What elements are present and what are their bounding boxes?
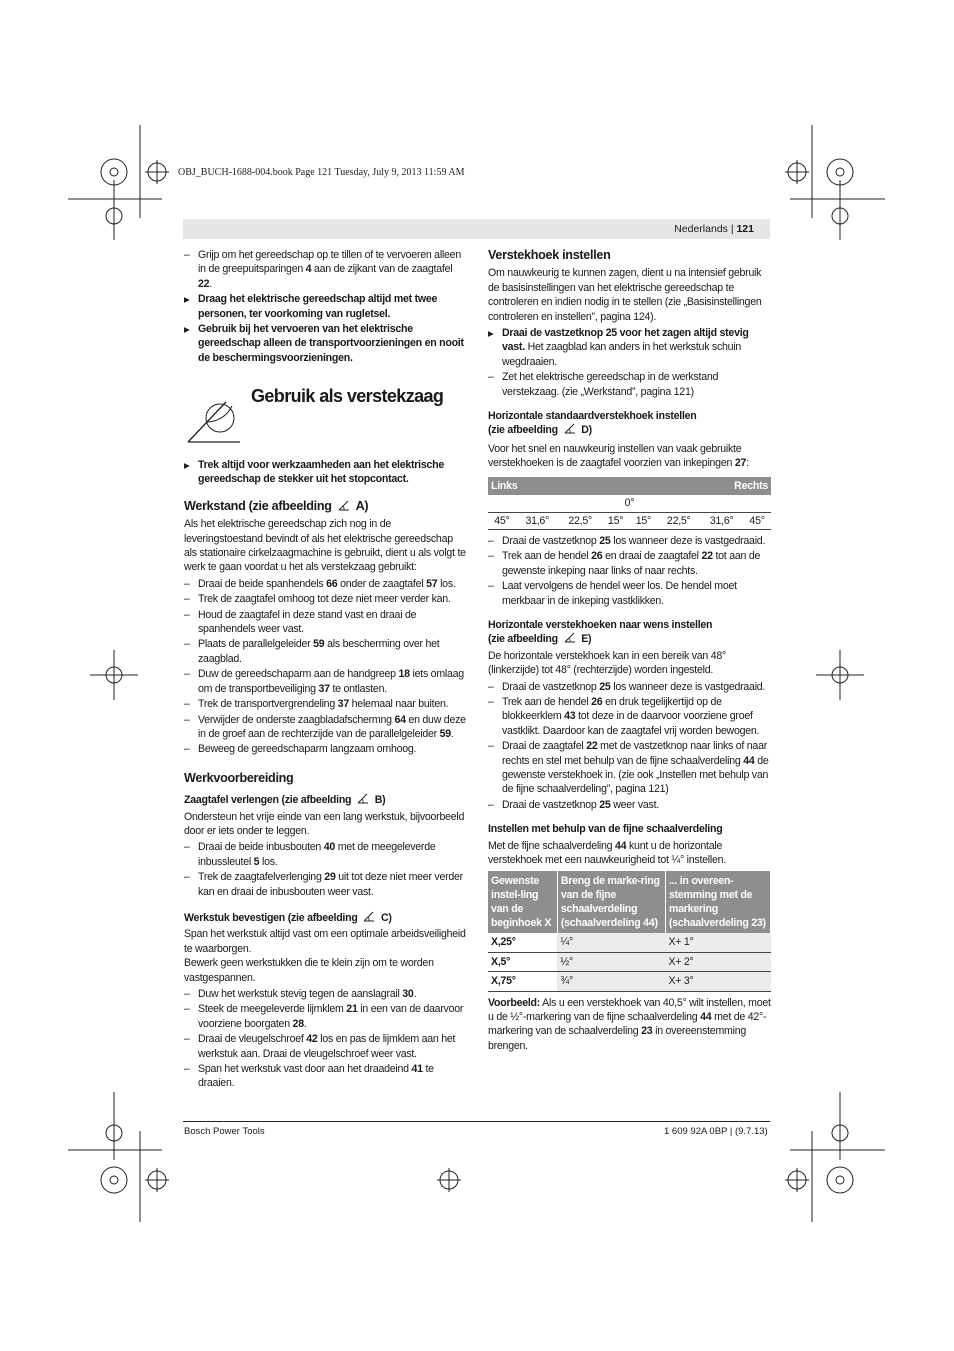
werkstuk-steps [184,987,467,1091]
table-cell: ¼° [557,933,665,952]
fine-scale-table [488,871,771,991]
table-header-left: Links [488,477,629,495]
table-row [488,933,771,952]
table-cell: X,25° [488,933,557,952]
table-header-right: Rechts [629,477,771,495]
voorbeeld-label: Voorbeeld: [488,996,541,1009]
horiz-wens-para: De horizontale verstekhoek kan in een bereik van 48° (linkerzijde) tot 48° (rechterzijde) worden ingesteld. [488,649,726,677]
verstek-para: Om nauwkeurig te kunnen zagen, dient u na intensief gebruik de basisinstellingen van het elektrische gereedschap te controleren en indien nodig in te stellen (zie „Basisinstellingen controleren en instellen”, pagina 124). [488,267,762,323]
list-item: – Trek de zaagtafelverlenging 29 uit tot deze niet meer verder kan en draai de inbusbouten weer vast. [184,870,467,899]
voorbeeld-para [488,996,771,1054]
miter-angle-icon [564,423,576,434]
werkstuk-title-text: Werkstuk bevestigen (zie afbeelding [184,911,358,924]
list-item: – Draai de beide inbusbouten 40 met de meegeleverde inbussleutel 5 los. [184,840,467,869]
miter-angle-icon [357,793,369,804]
table-cell: X+ 1° [665,933,770,952]
table-row [488,512,771,529]
werkstuk-title [184,911,467,925]
list-item: – Span het werkstuk vast door aan het draadeind 41 te draaien. [184,1062,467,1091]
list-item: – Steek de meegeleverde lijmklem 21 in een van de daarvoor voorziene boorgaten 28. [184,1002,467,1031]
voorbeeld-text: Als u een verstekhoek van 40,5° wilt instellen, moet u de ½°-markering van de fijne schaalverdeling 44 met de 42°-markering van de schaalverdeling 23 in overeenstemming brengen. [488,996,771,1052]
table-cell: ½° [557,952,665,971]
horiz-wens-title-ref: E) [581,633,592,646]
list-item: – Draai de zaagtafel 22 met de vastzetknop naar links of naar rechts en stel met behulp van de fijne schaalverdeling 44 de gewenste verstekhoek in. (zie ook „Instellen met behulp van de fijne schaalverdeling”, pagina 121) [488,739,771,797]
column-header: ... in overeen-stemming met de markering (schaalverdeling 23) [665,871,770,933]
right-column [488,248,771,1055]
angle-cell: 31,6° [700,512,743,529]
table-cell: X+ 3° [665,972,770,991]
zaagtafel-title [184,793,467,807]
angle-cell: 45° [743,512,771,529]
list-item: – Beweeg de gereedschaparm langzaam omhoog. [184,742,467,756]
zaagtafel-steps [184,840,467,899]
page-header [183,219,770,239]
horiz-std-title-line1: Horizontale standaardverstekhoek instellen [488,410,697,423]
horiz-std-para: Voor het snel en nauwkeurig instellen van vaak gebruikte verstekhoeken is de zaagtafel voorzien van inkepingen 27: [488,442,749,470]
list-item: – Zet het elektrische gereedschap in de werkstand verstekzaag. (zie „Werkstand”, pagina 121) [488,370,771,399]
list-item: – Trek de zaagtafel omhoog tot deze niet meer verder kan. [184,592,467,606]
table-row [488,952,771,971]
miter-angle-icon [363,911,375,922]
table-cell: ¾° [557,972,665,991]
verstek-steps [488,326,771,399]
werkstand-para: Als het elektrische gereedschap zich nog in de leveringstoestand bevindt of als het elektrische gereedschap als stationaire cirkelzaagmachine is gebruikt, dient u als volgt te werk te gaan voordat u het als verstekzaag gebruikt: [184,518,466,574]
print-info: OBJ_BUCH-1688-004.book Page 121 Tuesday, July 9, 2013 11:59 AM [178,167,465,178]
warning-item: ▶ Draag het elektrische gereedschap altijd met twee personen, ter voorkoming van rugletsel. [184,292,467,321]
werkstand-title-text: Werkstand (zie afbeelding [184,498,332,513]
angle-cell: 15° [629,512,657,529]
werkstuk-para-2: Bewerk geen werkstukken die te klein zijn om te worden vastgespannen. [184,957,434,984]
miter-saw-icon [184,386,244,446]
warning-item: ▶ Gebruik bij het vervoeren van het elektrische gereedschap alleen de transportvoorzieningen en nooit de beschermingsvoorzieningen. [184,322,467,365]
list-item: – Houd de zaagtafel in deze stand vast en draai de spanhendels weer vast. [184,608,467,637]
werkstand-title-ref: A) [355,498,369,513]
table-row [488,495,771,512]
column-header: Breng de marke-ring van de fijne schaalverdeling (schaalverdeling 44) [557,871,665,933]
left-column [184,248,467,366]
intro-list [184,248,467,365]
horiz-wens-title [488,618,771,647]
horiz-wens-title-line1: Horizontale verstekhoeken naar wens instellen [488,618,713,631]
list-item: – Trek de transportvergrendeling 37 helemaal naar buiten. [184,697,467,711]
table-header-row [488,871,771,933]
header-language: Nederlands [674,223,728,235]
angle-cell: 22,5° [657,512,700,529]
list-item: – Duw de gereedschaparm aan de handgreep 18 iets omlaag om de transportbeveiliging 37 te ontlasten. [184,667,467,696]
list-item: – Verwijder de onderste zaagbladafschermng 64 en duw deze in de groef aan de rechterzijde van de parallelgeleider 59. [184,713,467,742]
fijn-para: Met de fijne schaalverdeling 44 kunt u de horizontale verstekhoek met een nauwkeurigheid tot ¼° instellen. [488,839,726,867]
angle-cell: 22,5° [559,512,602,529]
miter-angle-icon [564,632,576,643]
horiz-std-steps [488,534,771,608]
werkstand-title [184,499,467,513]
angle-cell: 45° [488,512,516,529]
list-item: – Trek aan de hendel 26 en draai de zaagtafel 22 tot aan de gewenste inkeping naar links of naar rechts. [488,549,771,578]
horiz-wens-title-text: (zie afbeelding [488,633,558,646]
table-cell: X,5° [488,952,557,971]
angle-cell: 31,6° [516,512,559,529]
section-title: Gebruik als verstekzaag [251,386,444,406]
angle-cell: 15° [602,512,630,529]
table-cell: X+ 2° [665,952,770,971]
list-item: – Draai de vleugelschroef 42 los en pas de lijmklem aan het werkstuk aan. Draai de vleugelschroef weer vast. [184,1032,467,1061]
list-item: – Draai de vastzetknop 25 weer vast. [488,798,771,812]
zaagtafel-title-ref: B) [374,794,386,807]
warning-note: ▶ Trek altijd voor werkzaamheden aan het elektrische gereedschap de stekker uit het stopcontact. [184,458,467,487]
zaagtafel-title-text: Zaagtafel verlengen (zie afbeelding [184,794,352,807]
column-header: Gewenste instel-ling van de beginhoek X [488,871,557,933]
left-column-main [184,458,467,1092]
table-row [488,972,771,991]
zaagtafel-para: Ondersteun het vrije einde van een lang werkstuk, bijvoorbeeld door er iets onder te leggen. [184,810,465,837]
list-item: – Draai de vastzetknop 25 los wanneer deze is vastgedraaid. [488,680,771,694]
horiz-std-title [488,409,771,438]
standard-angles-table [488,477,771,530]
list-item: – Grijp om het gereedschap op te tillen of te vervoeren alleen in de greepuitsparingen 4 aan de zijkant van de zaagtafel 22. [184,248,467,291]
list-item: – Duw het werkstuk stevig tegen de aanslagrail 30. [184,987,467,1001]
list-item: – Plaats de parallelgeleider 59 als bescherming over het zaagblad. [184,637,467,666]
werkstand-steps [184,577,467,757]
werkvoorbereiding-title: Werkvoorbereiding [184,770,294,785]
horiz-std-title-text: (zie afbeelding [488,424,558,437]
page-number: 121 [736,223,754,235]
horiz-std-title-ref: D) [581,424,592,437]
werkstuk-para-1: Span het werkstuk altijd vast om een optimale arbeidsveiligheid te waarborgen. [184,928,466,955]
list-item: – Draai de beide spanhendels 66 onder de zaagtafel 57 los. [184,577,467,591]
center-angle: 0° [488,495,771,512]
list-item: – Trek aan de hendel 26 en druk tegelijkertijd op de blokkeerklem 43 tot deze in de daarvoor voorziene groef vastklikt. Daardoor kan de zaagtafel vrij worden bewogen. [488,695,771,738]
list-item: – Laat vervolgens de hendel weer los. De hendel moet merkbaar in de inkeping vastklikken. [488,579,771,608]
header-text: Nederlands | 121 [674,223,754,235]
warning-item: ▶ Draai de vastzetknop 25 voor het zagen altijd stevig vast. Het zaagblad kan anders in het werkstuk schuin wegdraaien. [488,326,771,369]
footer-doc-number: 1 609 92A 0BP | (9.7.13) [664,1126,768,1137]
verstek-title: Verstekhoek instellen [488,248,611,262]
table-cell: X,75° [488,972,557,991]
table-header-row [488,477,771,495]
footer-divider [183,1121,770,1122]
list-item: – Draai de vastzetknop 25 los wanneer deze is vastgedraaid. [488,534,771,548]
miter-angle-icon [338,500,350,511]
fijn-title: Instellen met behulp van de fijne schaalverdeling [488,823,723,836]
horiz-wens-steps [488,680,771,813]
werkstuk-title-ref: C) [380,911,392,924]
footer-brand: Bosch Power Tools [184,1126,265,1137]
